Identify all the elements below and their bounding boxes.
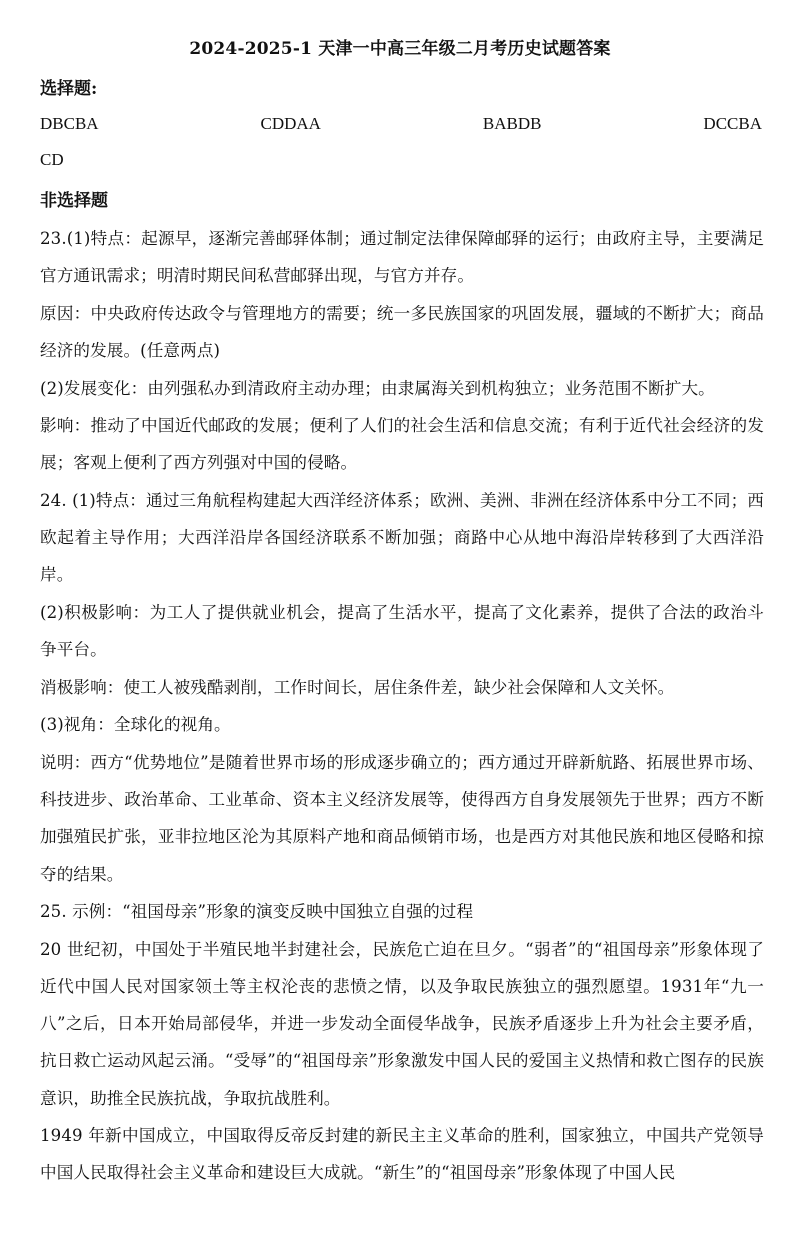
q25-paragraph-1: 20 世纪初，中国处于半殖民地半封建社会，民族危亡迫在旦夕。“弱者”的“祖国母亲”形象体现了近代中国人民对国家领土等主权沦丧的悲愤之情，以及争取民族独立的强烈愿望。1931年“九一八”之后，日本开始局部侵华，并进一步发动全面侵华战争，民族矛盾逐步上升为社会主要矛盾，抗日救亡运动风起云涌。“受辱”的“祖国母亲”形象激发中国人民的爱国主义热情和救亡图存的民族意识，助推全民族抗战，争取抗战胜利。 [40,939,764,1108]
nonchoice-section-heading: 非选择题 [40,191,108,211]
q23-part2-changes: (2)发展变化：由列强私办到清政府主动办理；由隶属海关到机构独立；业务范围不断扩大。 [40,378,715,398]
q24-part3-perspective: (3)视角：全球化的视角。 [40,715,231,735]
q23-part1-reasons: 原因：中央政府传达政令与管理地方的需要；统一多民族国家的巩固发展，疆域的不断扩大；商品经济的发展。(任意两点) [40,303,764,360]
choice-answer-group-3: BABDB [482,114,542,133]
q24-part1-features: 24. (1)特点：通过三角航程构建起大西洋经济体系；欧洲、美洲、非洲在经济体系中分工不同；西欧起着主导作用；大西洋沿岸各国经济联系不断加强；商路中心从地中海沿岸转移到了大西洋沿岸。 [40,490,764,585]
q24-part2-positive: (2)积极影响：为工人了提供就业机会，提高了生活水平，提高了文化素养，提供了合法的政治斗争平台。 [40,602,764,660]
choice-answer-group-1: DBCBA [40,114,99,133]
answer-content [40,220,764,1192]
q24-part2-negative: 消极影响：使工人被残酷剥削，工作时间长，居住条件差，缺少社会保障和人文关怀。 [40,677,675,697]
document-title: 2024-2025-1 天津一中高三年级二月考历史试题答案 [189,39,611,59]
q24-part3-explanation: 说明：西方“优势地位”是随着世界市场的形成逐步确立的；西方通过开辟新航路、拓展世界市场、科技进步、政治革命、工业革命、资本主义经济发展等，使得西方自身发展领先于世界；西方不断加强殖民扩张，亚非拉地区沦为其原料产地和商品倾销市场，也是西方对其他民族和地区侵略和掠夺的结果。 [40,752,764,884]
q25-paragraph-2: 1949 年新中国成立，中国取得反帝反封建的新民主主义革命的胜利，国家独立，中国共产党领导中国人民取得社会主义革命和建设巨大成就。“新生”的“祖国母亲”形象体现了中国人民 [40,1126,764,1183]
q23-part1-features: 23.(1)特点：起源早，逐渐完善邮驿体制；通过制定法律保障邮驿的运行；由政府主导，主要满足官方通讯需求；明清时期民间私营邮驿出现，与官方并存。 [40,229,764,286]
q23-part2-impact: 影响：推动了中国近代邮政的发展；便利了人们的社会生活和信息交流；有利于近代社会经济的发展；客观上便利了西方列强对中国的侵略。 [40,416,764,473]
choice-answer-group-5: CD [40,150,64,169]
choice-answers-row [40,114,762,134]
q25-example-title: 25. 示例：“祖国母亲”形象的演变反映中国独立自强的过程 [40,902,474,922]
choice-answer-group-2: CDDAA [260,114,321,133]
choice-section-heading: 选择题: [40,79,98,99]
choice-answer-group-4: DCCBA [703,114,762,133]
